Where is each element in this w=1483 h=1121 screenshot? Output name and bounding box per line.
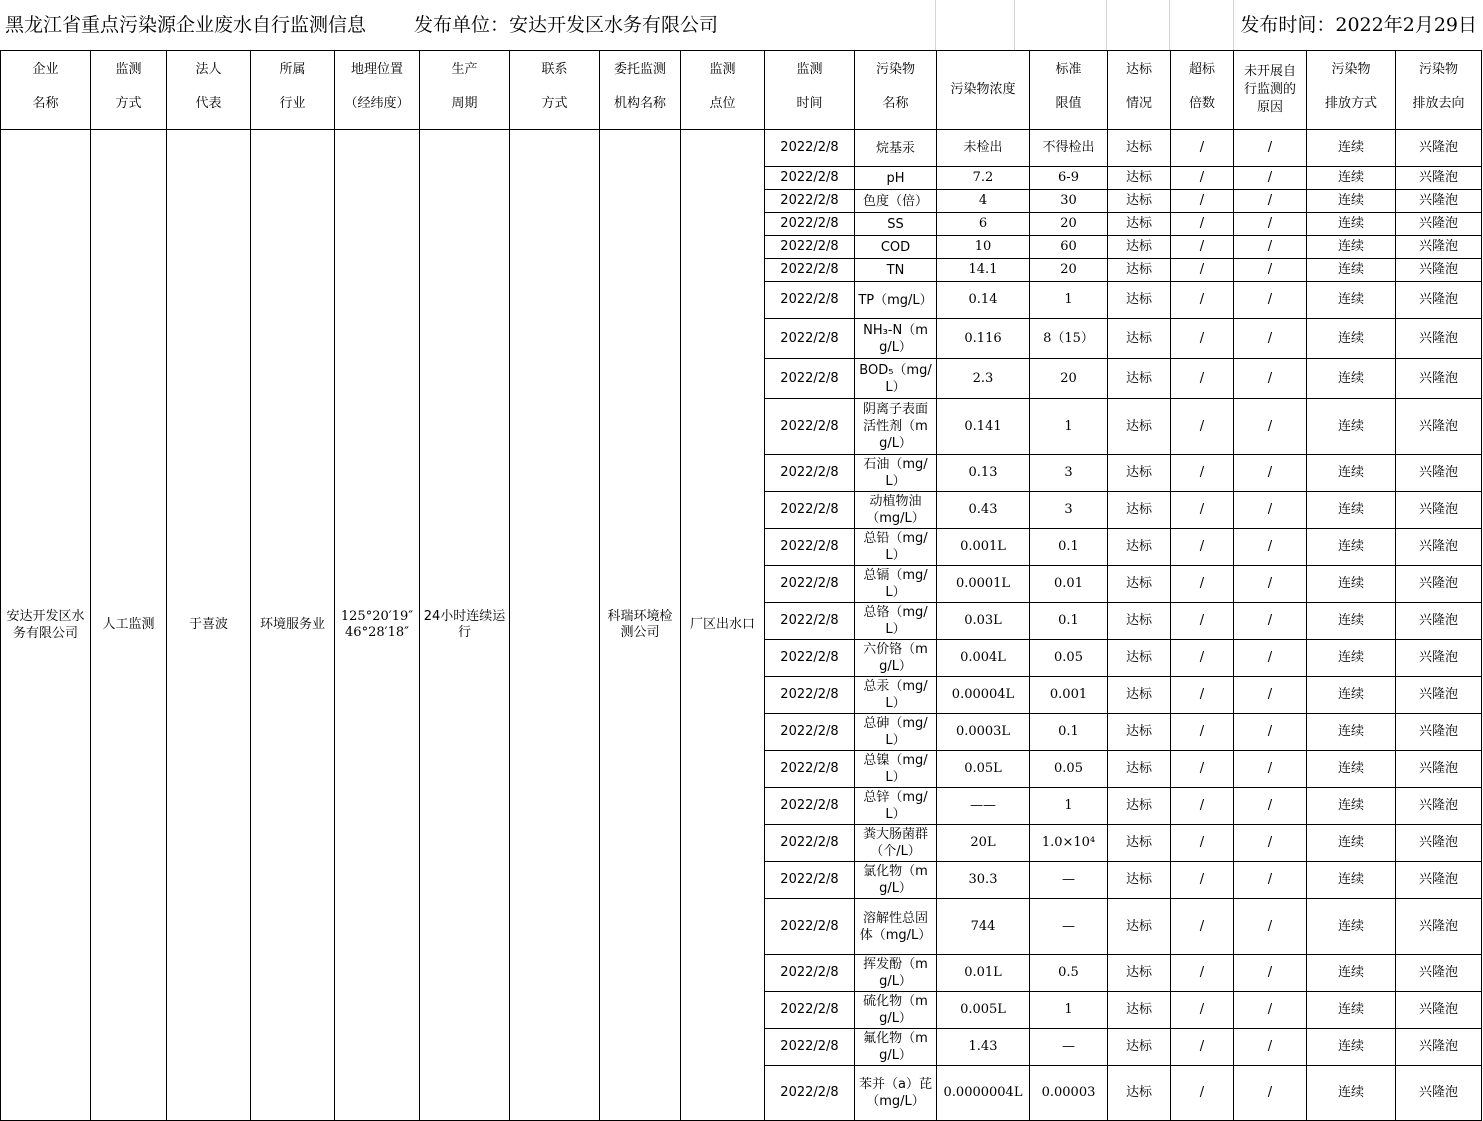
- header-agency-sub: 机构名称: [600, 78, 681, 129]
- legal-representative: 于喜波: [167, 130, 251, 1121]
- standard-limit: 0.01: [1030, 566, 1108, 603]
- discharge-destination: 兴隆泡: [1396, 236, 1482, 259]
- exceed-multiple: /: [1171, 714, 1234, 751]
- monitoring-time: 2022/2/8: [765, 399, 855, 455]
- compliance-status: 达标: [1108, 213, 1171, 236]
- monitoring-time: 2022/2/8: [765, 825, 855, 862]
- standard-limit: 0.00003: [1030, 1066, 1108, 1121]
- header-point: 监测: [681, 51, 765, 79]
- compliance-status: 达标: [1108, 399, 1171, 455]
- standard-limit: 0.001: [1030, 677, 1108, 714]
- compliance-status: 达标: [1108, 190, 1171, 213]
- standard-limit: 0.1: [1030, 529, 1108, 566]
- pollutant-name: 溶解性总固体（mg/L）: [855, 899, 937, 955]
- discharge-destination: 兴隆泡: [1396, 492, 1482, 529]
- geo-location: 125°20′19″ 46°28′18″: [335, 130, 420, 1121]
- pollutant-name: 动植物油（mg/L）: [855, 492, 937, 529]
- standard-limit: 不得检出: [1030, 130, 1108, 167]
- discharge-destination: 兴隆泡: [1396, 603, 1482, 640]
- monitoring-time: 2022/2/8: [765, 751, 855, 788]
- exceed-multiple: /: [1171, 492, 1234, 529]
- compliance-status: 达标: [1108, 236, 1171, 259]
- discharge-mode: 连续: [1307, 788, 1396, 825]
- discharge-mode: 连续: [1307, 899, 1396, 955]
- discharge-mode: 连续: [1307, 190, 1396, 213]
- monitoring-time: 2022/2/8: [765, 319, 855, 359]
- discharge-mode: 连续: [1307, 259, 1396, 282]
- compliance-status: 达标: [1108, 788, 1171, 825]
- discharge-mode: 连续: [1307, 566, 1396, 603]
- pollutant-name: COD: [855, 236, 937, 259]
- header-location-sub: （经纬度）: [335, 78, 420, 129]
- discharge-mode: 连续: [1307, 236, 1396, 259]
- no-monitoring-reason: /: [1234, 640, 1307, 677]
- monitoring-point: 厂区出水口: [681, 130, 765, 1121]
- concentration: 0.05L: [937, 751, 1030, 788]
- concentration: 744: [937, 899, 1030, 955]
- discharge-mode: 连续: [1307, 825, 1396, 862]
- compliance-status: 达标: [1108, 492, 1171, 529]
- exceed-multiple: /: [1171, 319, 1234, 359]
- empty-cell: [1107, 0, 1170, 50]
- enterprise-name: 安达开发区水务有限公司: [1, 130, 91, 1121]
- standard-limit: 1.0×10⁴: [1030, 825, 1108, 862]
- header-discharge-mode: 污染物: [1307, 51, 1396, 79]
- standard-limit: 3: [1030, 492, 1108, 529]
- discharge-destination: 兴隆泡: [1396, 167, 1482, 190]
- concentration: 0.03L: [937, 603, 1030, 640]
- concentration: 6: [937, 213, 1030, 236]
- discharge-destination: 兴隆泡: [1396, 862, 1482, 899]
- monitoring-time: 2022/2/8: [765, 862, 855, 899]
- monitoring-time: 2022/2/8: [765, 359, 855, 399]
- exceed-multiple: /: [1171, 992, 1234, 1029]
- compliance-status: 达标: [1108, 899, 1171, 955]
- discharge-destination: 兴隆泡: [1396, 640, 1482, 677]
- monitoring-time: 2022/2/8: [765, 455, 855, 492]
- pollutant-name: 总汞（mg/L）: [855, 677, 937, 714]
- no-monitoring-reason: /: [1234, 282, 1307, 319]
- no-monitoring-reason: /: [1234, 529, 1307, 566]
- no-monitoring-reason: /: [1234, 603, 1307, 640]
- exceed-multiple: /: [1171, 259, 1234, 282]
- monitoring-time: 2022/2/8: [765, 529, 855, 566]
- concentration: 0.13: [937, 455, 1030, 492]
- pollutant-name: 总镍（mg/L）: [855, 751, 937, 788]
- no-monitoring-reason: /: [1234, 825, 1307, 862]
- pollutant-name: TN: [855, 259, 937, 282]
- pollutant-name: 总砷（mg/L）: [855, 714, 937, 751]
- header-agency: 委托监测: [600, 51, 681, 79]
- no-monitoring-reason: /: [1234, 677, 1307, 714]
- discharge-mode: 连续: [1307, 1066, 1396, 1121]
- no-monitoring-reason: /: [1234, 992, 1307, 1029]
- discharge-destination: 兴隆泡: [1396, 677, 1482, 714]
- discharge-destination: 兴隆泡: [1396, 899, 1482, 955]
- header-status-sub: 情况: [1108, 78, 1171, 129]
- standard-limit: —: [1030, 899, 1108, 955]
- exceed-multiple: /: [1171, 862, 1234, 899]
- compliance-status: 达标: [1108, 714, 1171, 751]
- discharge-destination: 兴隆泡: [1396, 455, 1482, 492]
- monitoring-time: 2022/2/8: [765, 640, 855, 677]
- monitoring-time: 2022/2/8: [765, 955, 855, 992]
- concentration: 0.004L: [937, 640, 1030, 677]
- exceed-multiple: /: [1171, 529, 1234, 566]
- header-limit: 标准: [1030, 51, 1108, 79]
- pollutant-name: 挥发酚（mg/L）: [855, 955, 937, 992]
- monitoring-time: 2022/2/8: [765, 167, 855, 190]
- concentration: 0.005L: [937, 992, 1030, 1029]
- discharge-destination: 兴隆泡: [1396, 1066, 1482, 1121]
- no-monitoring-reason: /: [1234, 190, 1307, 213]
- standard-limit: 0.5: [1030, 955, 1108, 992]
- concentration: 0.0000004L: [937, 1066, 1030, 1121]
- header-cycle: 生产: [420, 51, 510, 79]
- publish-time: 发布时间：2022年2月29日: [1240, 14, 1477, 36]
- exceed-multiple: /: [1171, 213, 1234, 236]
- concentration: 0.00004L: [937, 677, 1030, 714]
- standard-limit: —: [1030, 1029, 1108, 1066]
- no-monitoring-reason: /: [1234, 359, 1307, 399]
- discharge-mode: 连续: [1307, 359, 1396, 399]
- discharge-destination: 兴隆泡: [1396, 130, 1482, 167]
- pollutant-name: SS: [855, 213, 937, 236]
- standard-limit: 0.05: [1030, 751, 1108, 788]
- standard-limit: 1: [1030, 788, 1108, 825]
- production-cycle: 24小时连续运行: [420, 130, 510, 1121]
- header-discharge-mode-sub: 排放方式: [1307, 78, 1396, 129]
- pollutant-name: 总铅（mg/L）: [855, 529, 937, 566]
- monitoring-time: 2022/2/8: [765, 213, 855, 236]
- pollutant-name: 氯化物（mg/L）: [855, 862, 937, 899]
- exceed-multiple: /: [1171, 677, 1234, 714]
- exceed-multiple: /: [1171, 1029, 1234, 1066]
- header-legal-rep: 法人: [167, 51, 251, 79]
- exceed-multiple: /: [1171, 190, 1234, 213]
- exceed-multiple: /: [1171, 130, 1234, 167]
- empty-cell: [1015, 0, 1107, 50]
- header-pollutant-sub: 名称: [855, 78, 937, 129]
- concentration: 0.14: [937, 282, 1030, 319]
- compliance-status: 达标: [1108, 992, 1171, 1029]
- header-method: 监测: [91, 51, 167, 79]
- no-monitoring-reason: /: [1234, 1066, 1307, 1121]
- publisher-label: 发布单位：安达开发区水务有限公司: [414, 14, 719, 36]
- empty-cell: [936, 0, 1015, 50]
- standard-limit: 20: [1030, 259, 1108, 282]
- discharge-mode: 连续: [1307, 529, 1396, 566]
- exceed-multiple: /: [1171, 359, 1234, 399]
- discharge-mode: 连续: [1307, 167, 1396, 190]
- discharge-destination: 兴隆泡: [1396, 259, 1482, 282]
- monitoring-time: 2022/2/8: [765, 282, 855, 319]
- page-title: 黑龙江省重点污染源企业废水自行监测信息: [5, 14, 367, 36]
- header-contact: 联系: [510, 51, 600, 79]
- compliance-status: 达标: [1108, 259, 1171, 282]
- standard-limit: 1: [1030, 399, 1108, 455]
- discharge-mode: 连续: [1307, 130, 1396, 167]
- exceed-multiple: /: [1171, 603, 1234, 640]
- pollutant-name: pH: [855, 167, 937, 190]
- standard-limit: 0.1: [1030, 714, 1108, 751]
- no-monitoring-reason: /: [1234, 455, 1307, 492]
- no-monitoring-reason: /: [1234, 319, 1307, 359]
- exceed-multiple: /: [1171, 955, 1234, 992]
- no-monitoring-reason: /: [1234, 955, 1307, 992]
- standard-limit: 3: [1030, 455, 1108, 492]
- concentration: 0.0003L: [937, 714, 1030, 751]
- header-location: 地理位置: [335, 51, 420, 79]
- discharge-mode: 连续: [1307, 714, 1396, 751]
- discharge-mode: 连续: [1307, 862, 1396, 899]
- header-industry-sub: 行业: [251, 78, 335, 129]
- header-concentration: 污染物浓度: [937, 51, 1030, 130]
- compliance-status: 达标: [1108, 529, 1171, 566]
- discharge-destination: 兴隆泡: [1396, 359, 1482, 399]
- header-time-sub: 时间: [765, 78, 855, 129]
- monitoring-time: 2022/2/8: [765, 1066, 855, 1121]
- pollutant-name: 氟化物（mg/L）: [855, 1029, 937, 1066]
- monitoring-time: 2022/2/8: [765, 190, 855, 213]
- pollutant-name: 总铬（mg/L）: [855, 603, 937, 640]
- header-method-sub: 方式: [91, 78, 167, 129]
- compliance-status: 达标: [1108, 566, 1171, 603]
- no-monitoring-reason: /: [1234, 492, 1307, 529]
- no-monitoring-reason: /: [1234, 1029, 1307, 1066]
- concentration: 未检出: [937, 130, 1030, 167]
- header-legal-rep-sub: 代表: [167, 78, 251, 129]
- discharge-mode: 连续: [1307, 319, 1396, 359]
- concentration: 10: [937, 236, 1030, 259]
- monitoring-time: 2022/2/8: [765, 677, 855, 714]
- standard-limit: 60: [1030, 236, 1108, 259]
- monitoring-time: 2022/2/8: [765, 899, 855, 955]
- standard-limit: 1: [1030, 282, 1108, 319]
- no-monitoring-reason: /: [1234, 751, 1307, 788]
- exceed-multiple: /: [1171, 825, 1234, 862]
- pollutant-name: 石油（mg/L）: [855, 455, 937, 492]
- standard-limit: 0.1: [1030, 603, 1108, 640]
- discharge-destination: 兴隆泡: [1396, 399, 1482, 455]
- discharge-mode: 连续: [1307, 992, 1396, 1029]
- discharge-destination: 兴隆泡: [1396, 213, 1482, 236]
- standard-limit: 20: [1030, 213, 1108, 236]
- pollutant-name: 粪大肠菌群（个/L）: [855, 825, 937, 862]
- discharge-mode: 连续: [1307, 603, 1396, 640]
- discharge-destination: 兴隆泡: [1396, 788, 1482, 825]
- discharge-destination: 兴隆泡: [1396, 1029, 1482, 1066]
- title-bar: [0, 0, 1483, 50]
- compliance-status: 达标: [1108, 751, 1171, 788]
- header-cycle-sub: 周期: [420, 78, 510, 129]
- header-point-sub: 点位: [681, 78, 765, 129]
- standard-limit: —: [1030, 862, 1108, 899]
- monitoring-time: 2022/2/8: [765, 714, 855, 751]
- concentration: 0.0001L: [937, 566, 1030, 603]
- discharge-destination: 兴隆泡: [1396, 992, 1482, 1029]
- no-monitoring-reason: /: [1234, 259, 1307, 282]
- discharge-destination: 兴隆泡: [1396, 955, 1482, 992]
- compliance-status: 达标: [1108, 640, 1171, 677]
- exceed-multiple: /: [1171, 1066, 1234, 1121]
- compliance-status: 达标: [1108, 130, 1171, 167]
- pollutant-name: 阴离子表面活性剂（mg/L）: [855, 399, 937, 455]
- no-monitoring-reason: /: [1234, 130, 1307, 167]
- header-time: 监测: [765, 51, 855, 79]
- no-monitoring-reason: /: [1234, 788, 1307, 825]
- discharge-mode: 连续: [1307, 1029, 1396, 1066]
- discharge-mode: 连续: [1307, 955, 1396, 992]
- monitoring-agency: 科瑞环境检测公司: [600, 130, 681, 1121]
- header-status: 达标: [1108, 51, 1171, 79]
- concentration: 20L: [937, 825, 1030, 862]
- monitoring-time: 2022/2/8: [765, 992, 855, 1029]
- contact: [510, 130, 600, 1121]
- compliance-status: 达标: [1108, 455, 1171, 492]
- exceed-multiple: /: [1171, 399, 1234, 455]
- pollutant-name: BOD₅（mg/L）: [855, 359, 937, 399]
- concentration: 2.3: [937, 359, 1030, 399]
- discharge-mode: 连续: [1307, 455, 1396, 492]
- discharge-destination: 兴隆泡: [1396, 825, 1482, 862]
- standard-limit: 6-9: [1030, 167, 1108, 190]
- monitoring-time: 2022/2/8: [765, 1029, 855, 1066]
- header-discharge-to: 污染物: [1396, 51, 1482, 79]
- discharge-destination: 兴隆泡: [1396, 529, 1482, 566]
- discharge-mode: 连续: [1307, 213, 1396, 236]
- table-row: [1, 130, 1482, 167]
- header-enterprise-sub: 名称: [1, 78, 91, 129]
- pollutant-name: 六价铬（mg/L）: [855, 640, 937, 677]
- discharge-destination: 兴隆泡: [1396, 751, 1482, 788]
- no-monitoring-reason: /: [1234, 714, 1307, 751]
- exceed-multiple: /: [1171, 566, 1234, 603]
- exceed-multiple: /: [1171, 455, 1234, 492]
- exceed-multiple: /: [1171, 282, 1234, 319]
- pollutant-name: 硫化物（mg/L）: [855, 992, 937, 1029]
- standard-limit: 1: [1030, 992, 1108, 1029]
- compliance-status: 达标: [1108, 677, 1171, 714]
- exceed-multiple: /: [1171, 640, 1234, 677]
- compliance-status: 达标: [1108, 1029, 1171, 1066]
- exceed-multiple: /: [1171, 751, 1234, 788]
- empty-cell: [1170, 0, 1234, 50]
- exceed-multiple: /: [1171, 899, 1234, 955]
- concentration: 0.43: [937, 492, 1030, 529]
- discharge-mode: 连续: [1307, 282, 1396, 319]
- exceed-multiple: /: [1171, 236, 1234, 259]
- compliance-status: 达标: [1108, 955, 1171, 992]
- compliance-status: 达标: [1108, 825, 1171, 862]
- monitoring-table: [0, 50, 1482, 1121]
- monitoring-time: 2022/2/8: [765, 788, 855, 825]
- pollutant-name: TP（mg/L）: [855, 282, 937, 319]
- concentration: 14.1: [937, 259, 1030, 282]
- no-monitoring-reason: /: [1234, 899, 1307, 955]
- discharge-destination: 兴隆泡: [1396, 319, 1482, 359]
- concentration: ——: [937, 788, 1030, 825]
- header-multiple-sub: 倍数: [1171, 78, 1234, 129]
- compliance-status: 达标: [1108, 359, 1171, 399]
- discharge-destination: 兴隆泡: [1396, 190, 1482, 213]
- pollutant-name: 苯并（a）芘（mg/L）: [855, 1066, 937, 1121]
- header-pollutant: 污染物: [855, 51, 937, 79]
- concentration: 0.141: [937, 399, 1030, 455]
- monitoring-method: 人工监测: [91, 130, 167, 1121]
- monitoring-time: 2022/2/8: [765, 566, 855, 603]
- concentration: 1.43: [937, 1029, 1030, 1066]
- header-reason: 未开展自行监测的原因: [1234, 51, 1307, 130]
- standard-limit: 30: [1030, 190, 1108, 213]
- discharge-destination: 兴隆泡: [1396, 282, 1482, 319]
- compliance-status: 达标: [1108, 1066, 1171, 1121]
- concentration: 0.001L: [937, 529, 1030, 566]
- no-monitoring-reason: /: [1234, 566, 1307, 603]
- standard-limit: 8（15）: [1030, 319, 1108, 359]
- concentration: 0.116: [937, 319, 1030, 359]
- header-enterprise: 企业: [1, 51, 91, 79]
- monitoring-time: 2022/2/8: [765, 130, 855, 167]
- pollutant-name: NH₃-N（mg/L）: [855, 319, 937, 359]
- monitoring-time: 2022/2/8: [765, 236, 855, 259]
- discharge-mode: 连续: [1307, 640, 1396, 677]
- discharge-destination: 兴隆泡: [1396, 566, 1482, 603]
- pollutant-name: 色度（倍）: [855, 190, 937, 213]
- discharge-mode: 连续: [1307, 677, 1396, 714]
- exceed-multiple: /: [1171, 167, 1234, 190]
- monitoring-time: 2022/2/8: [765, 492, 855, 529]
- discharge-mode: 连续: [1307, 399, 1396, 455]
- no-monitoring-reason: /: [1234, 213, 1307, 236]
- compliance-status: 达标: [1108, 167, 1171, 190]
- discharge-mode: 连续: [1307, 492, 1396, 529]
- header-industry: 所属: [251, 51, 335, 79]
- standard-limit: 20: [1030, 359, 1108, 399]
- compliance-status: 达标: [1108, 862, 1171, 899]
- no-monitoring-reason: /: [1234, 167, 1307, 190]
- header-discharge-to-sub: 排放去向: [1396, 78, 1482, 129]
- header-multiple: 超标: [1171, 51, 1234, 79]
- monitoring-time: 2022/2/8: [765, 259, 855, 282]
- no-monitoring-reason: /: [1234, 236, 1307, 259]
- title-cell: [0, 0, 936, 50]
- concentration: 0.01L: [937, 955, 1030, 992]
- pollutant-name: 总锌（mg/L）: [855, 788, 937, 825]
- header-contact-sub: 方式: [510, 78, 600, 129]
- discharge-mode: 连续: [1307, 751, 1396, 788]
- header-limit-sub: 限值: [1030, 78, 1108, 129]
- monitoring-time: 2022/2/8: [765, 603, 855, 640]
- concentration: 4: [937, 190, 1030, 213]
- industry: 环境服务业: [251, 130, 335, 1121]
- concentration: 7.2: [937, 167, 1030, 190]
- compliance-status: 达标: [1108, 282, 1171, 319]
- pollutant-name: 总镉（mg/L）: [855, 566, 937, 603]
- exceed-multiple: /: [1171, 788, 1234, 825]
- no-monitoring-reason: /: [1234, 399, 1307, 455]
- compliance-status: 达标: [1108, 319, 1171, 359]
- standard-limit: 0.05: [1030, 640, 1108, 677]
- concentration: 30.3: [937, 862, 1030, 899]
- pollutant-name: 烷基汞: [855, 130, 937, 167]
- discharge-destination: 兴隆泡: [1396, 714, 1482, 751]
- compliance-status: 达标: [1108, 603, 1171, 640]
- no-monitoring-reason: /: [1234, 862, 1307, 899]
